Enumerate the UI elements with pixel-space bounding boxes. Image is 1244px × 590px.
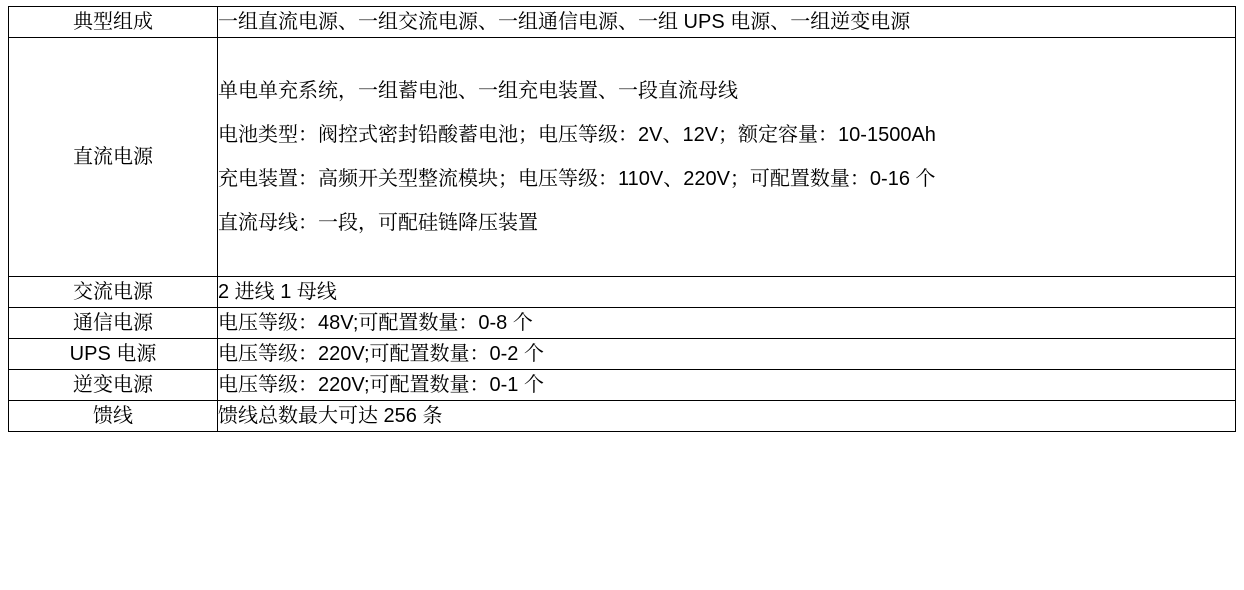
value-line: 电池类型：阀控式密封铅酸蓄电池；电压等级：2V、12V；额定容量：10-1500Ah	[218, 124, 936, 146]
value-line: 电压等级：220V;可配置数量：0-2 个	[218, 343, 544, 365]
table-row	[9, 339, 1236, 370]
specification-table	[8, 6, 1236, 432]
table-row	[9, 277, 1236, 308]
value-line: 2 进线 1 母线	[218, 281, 337, 303]
row-value	[218, 339, 1236, 370]
value-line: 馈线总数最大可达 256 条	[218, 405, 443, 427]
row-value	[218, 38, 1236, 277]
row-value	[218, 401, 1236, 432]
row-label: UPS 电源	[9, 339, 218, 370]
value-line: 充电装置：高频开关型整流模块；电压等级：110V、220V；可配置数量：0-16 个	[218, 168, 936, 190]
row-value	[218, 370, 1236, 401]
row-value	[218, 7, 1236, 38]
value-line: 电压等级：220V;可配置数量：0-1 个	[218, 374, 544, 396]
value-line: 电压等级：48V;可配置数量：0-8 个	[218, 312, 533, 334]
value-line: 单电单充系统，一组蓄电池、一组充电装置、一段直流母线	[218, 80, 738, 102]
table-row	[9, 38, 1236, 277]
row-label: 直流电源	[9, 38, 218, 277]
row-label: 典型组成	[9, 7, 218, 38]
row-label: 通信电源	[9, 308, 218, 339]
table-row	[9, 370, 1236, 401]
value-line: 一组直流电源、一组交流电源、一组通信电源、一组 UPS 电源、一组逆变电源	[218, 11, 911, 33]
row-value	[218, 308, 1236, 339]
value-line: 直流母线：一段，可配硅链降压装置	[218, 212, 538, 234]
row-label: 交流电源	[9, 277, 218, 308]
row-value	[218, 277, 1236, 308]
table-body	[9, 7, 1236, 432]
table-row	[9, 401, 1236, 432]
row-label: 逆变电源	[9, 370, 218, 401]
table-row	[9, 7, 1236, 38]
row-label: 馈线	[9, 401, 218, 432]
table-row	[9, 308, 1236, 339]
